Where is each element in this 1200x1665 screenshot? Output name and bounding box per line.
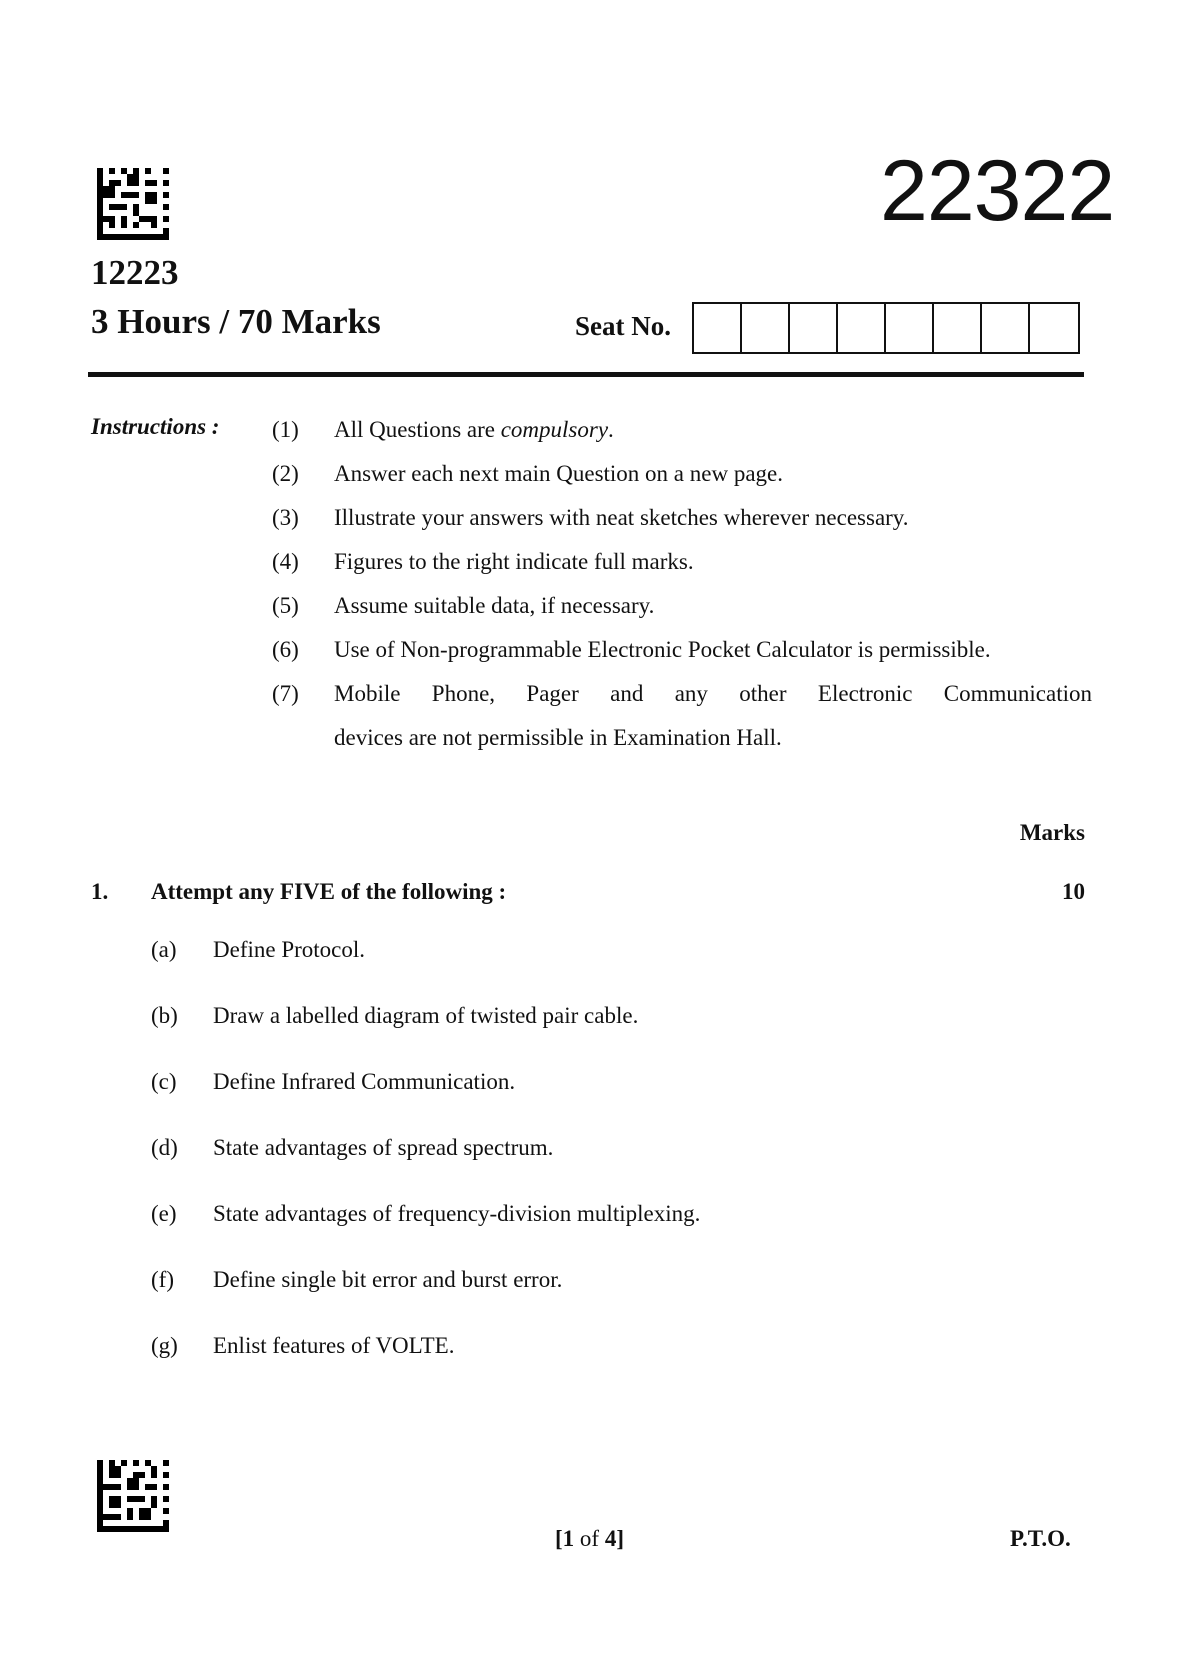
instruction-number: (6) bbox=[272, 637, 299, 662]
instruction-number: (3) bbox=[272, 505, 299, 530]
subject-code: 12223 bbox=[91, 253, 179, 292]
instruction-text: Figures to the right indicate full marks. bbox=[334, 549, 694, 574]
instruction-item bbox=[272, 540, 1092, 584]
instruction-text-part: All Questions are bbox=[334, 417, 501, 442]
instruction-text: Use of Non-programmable Electronic Pocket Calculator is permissible. bbox=[334, 637, 991, 662]
question-number: 1. bbox=[91, 879, 109, 904]
seat-box[interactable] bbox=[694, 304, 742, 352]
sub-question-number: (a) bbox=[151, 937, 177, 962]
instruction-item bbox=[272, 628, 1092, 672]
instruction-number: (7) bbox=[272, 681, 299, 706]
instruction-number: (5) bbox=[272, 593, 299, 618]
page-bracket: ] bbox=[616, 1526, 625, 1551]
please-turn-over: P.T.O. bbox=[1010, 1526, 1071, 1551]
seat-box[interactable] bbox=[1030, 304, 1078, 352]
paper-code: 22322 bbox=[880, 143, 1115, 239]
sub-question bbox=[151, 1126, 1051, 1192]
sub-question bbox=[151, 994, 1051, 1060]
instruction-item bbox=[272, 496, 1092, 540]
seat-box[interactable] bbox=[982, 304, 1030, 352]
sub-question bbox=[151, 928, 1051, 994]
question-text: Attempt any FIVE of the following : bbox=[151, 879, 507, 904]
seat-number-label: Seat No. bbox=[575, 311, 671, 341]
instruction-emphasis: compulsory bbox=[500, 417, 609, 442]
instruction-item bbox=[272, 408, 1092, 452]
seat-box[interactable] bbox=[886, 304, 934, 352]
sub-question-number: (b) bbox=[151, 1003, 178, 1028]
seat-box[interactable] bbox=[790, 304, 838, 352]
sub-question-text: State advantages of frequency-division multiplexing. bbox=[213, 1201, 701, 1226]
instruction-number: (4) bbox=[272, 549, 299, 574]
instruction-text: Assume suitable data, if necessary. bbox=[334, 593, 655, 618]
instruction-text: Illustrate your answers with neat sketches wherever necessary. bbox=[334, 505, 909, 530]
datamatrix-code-icon bbox=[97, 1460, 169, 1532]
page-of: of bbox=[574, 1526, 605, 1551]
instructions-list bbox=[272, 408, 1092, 760]
seat-box[interactable] bbox=[838, 304, 886, 352]
instruction-number: (1) bbox=[272, 417, 299, 442]
marks-column-header: Marks bbox=[1019, 820, 1085, 845]
instruction-item bbox=[272, 672, 1092, 716]
sub-question-list bbox=[151, 928, 1051, 1390]
instruction-text: Mobile Phone, Pager and any other Electronic Communication bbox=[334, 681, 1092, 706]
sub-question-text: Define Protocol. bbox=[213, 937, 366, 962]
instruction-item bbox=[272, 452, 1092, 496]
instruction-continuation bbox=[272, 716, 1092, 760]
sub-question-text: Draw a labelled diagram of twisted pair cable. bbox=[213, 1003, 639, 1028]
instruction-text bbox=[334, 408, 1092, 452]
page-total: 4 bbox=[604, 1526, 617, 1551]
sub-question bbox=[151, 1060, 1051, 1126]
instruction-text: devices are not permissible in Examination Hall. bbox=[334, 725, 782, 750]
page-bracket: [ bbox=[555, 1526, 563, 1551]
instruction-text-part: . bbox=[608, 417, 614, 442]
instructions-label: Instructions : bbox=[91, 414, 220, 439]
duration-marks: 3 Hours / 70 Marks bbox=[91, 302, 381, 341]
sub-question-number: (g) bbox=[151, 1333, 178, 1358]
page-current: 1 bbox=[562, 1526, 575, 1551]
datamatrix-code-icon bbox=[97, 168, 169, 240]
sub-question-number: (c) bbox=[151, 1069, 177, 1094]
seat-box[interactable] bbox=[934, 304, 982, 352]
question-marks: 10 bbox=[1062, 879, 1085, 904]
instruction-number: (2) bbox=[272, 461, 299, 486]
sub-question-text: Define single bit error and burst error. bbox=[213, 1267, 563, 1292]
seat-box[interactable] bbox=[742, 304, 790, 352]
sub-question bbox=[151, 1192, 1051, 1258]
page-number bbox=[555, 1526, 624, 1552]
sub-question bbox=[151, 1324, 1051, 1390]
sub-question-number: (d) bbox=[151, 1135, 178, 1160]
sub-question bbox=[151, 1258, 1051, 1324]
sub-question-text: State advantages of spread spectrum. bbox=[213, 1135, 554, 1160]
instruction-item bbox=[272, 584, 1092, 628]
sub-question-number: (f) bbox=[151, 1267, 174, 1292]
instruction-text: Answer each next main Question on a new page. bbox=[334, 461, 783, 486]
seat-number-boxes[interactable] bbox=[692, 302, 1080, 354]
sub-question-text: Define Infrared Communication. bbox=[213, 1069, 516, 1094]
header-divider bbox=[88, 372, 1084, 377]
sub-question-text: Enlist features of VOLTE. bbox=[213, 1333, 455, 1358]
sub-question-number: (e) bbox=[151, 1201, 177, 1226]
